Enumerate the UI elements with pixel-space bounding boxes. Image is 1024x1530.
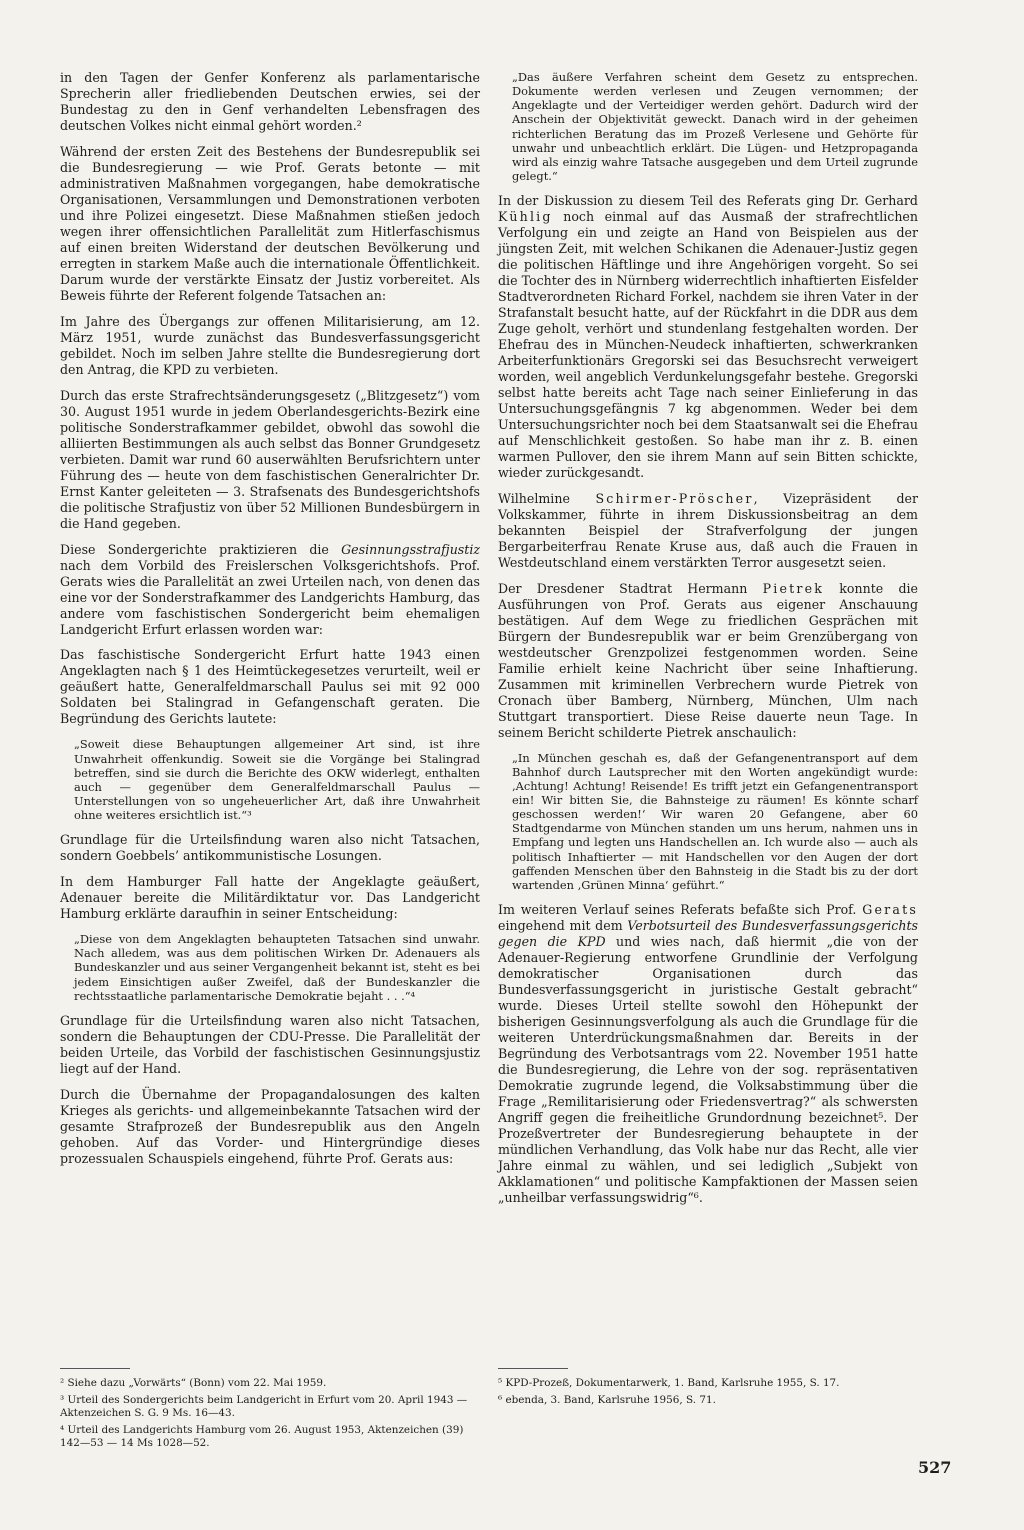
footnote: ⁴ Urteil des Landgerichts Hamburg vom 26. August 1953, Aktenzeichen (39) 142—53 — 14 Ms 1028—52. (60, 1423, 464, 1450)
block-quote: „Diese von dem Angeklagten behaupteten Tatsachen sind unwahr. Nach alledem, was aus dem politischen Wirken Dr. Adenauers als Bundeskanzler und aus seiner Vergangenheit bekannt ist, steht es bei jedem Einsichtigen außer Zweifel, daß der Bundeskanzler die rechtsstaatliche parlamentarische Demokratie bejaht . . .“⁴ (74, 932, 480, 1003)
page-number: 527 (918, 1458, 952, 1477)
paragraph: Im weiteren Verlauf seines Referats befaßte sich Prof. Gerats eingehend mit dem Verbotsurteil des Bundesverfassungsgerichts gegen die KPD und wies nach, daß hiermit „die von der Adenauer-Regierung entworfene Grundlinie der Verfolgung demokratischer Organisationen durch das Bundesverfassungsgericht in juristische Gestalt gebracht“ wurde. Dieses Urteil stellte sowohl den Höhepunkt der bisherigen Gesinnungsverfolgung als auch die Grundlage für die weiteren Unterdrückungsmaßnahmen dar. Bereits in der Begründung des Verbotsantrags vom 22. November 1951 hatte die Bundesregierung, die Lehre von der sog. repräsentativen Demokratie zugrunde legend, die Volksabstimmung über die Frage „Remilitarisierung oder Friedensvertrag?“ als schwersten Angriff gegen die freiheitliche Grundordnung bezeichnet⁵. Der Prozeßvertreter der Bundesregierung behauptete in der mündlichen Verhandlung, das Volk habe nur das Recht, alle vier Jahre einmal zu wählen, und sei lediglich „Subjekt von Akklamationen“ und politische Kampfaktionen der Massen seien „unheilbar verfassungswidrig“⁶. (498, 902, 918, 1205)
left-column (60, 70, 480, 1177)
paragraph: In dem Hamburger Fall hatte der Angeklagte geäußert, Adenauer bereite die Militärdiktatur vor. Das Landgericht Hamburg erklärte daraufhin in seiner Entscheidung: (60, 874, 480, 922)
paragraph: in den Tagen der Genfer Konferenz als parlamentarische Sprecherin aller friedliebenden Deutschen erwies, sei der Bundestag zu den in Genf verhandelten Lebensfragen des deutschen Volkes nicht einmal gehört worden.² (60, 70, 480, 133)
spaced-name: Pietrek (762, 580, 825, 596)
paragraph: Der Dresdener Stadtrat Hermann Pietrek konnte die Ausführungen von Prof. Gerats aus eigener Anschauung bestätigen. Auf dem Wege zu friedlichen Gesprächen mit Bürgern der Bundesrepublik war er beim Grenzübergang von westdeutscher Grenzpolizei festgenommen worden. Seine Familie erhielt keine Nachricht über seine Inhaftierung. Zusammen mit kriminellen Verbrechern wurde Pietrek von Cronach über Bamberg, Nürnberg, München, Ulm nach Stuttgart transportiert. Diese Reise dauerte neun Tage. In seinem Bericht schilderte Pietrek anschaulich: (498, 580, 918, 740)
spaced-name: Kühlig (498, 209, 553, 225)
spaced-name: Gerats (862, 902, 918, 918)
paragraph: Grundlage für die Urteilsfindung waren also nicht Tatsachen, sondern die Behauptungen der CDU-Presse. Die Parallelität der beiden Urteile, das Vorbild der faschistischen Gesinnungsjustiz liegt auf der Hand. (60, 1012, 480, 1076)
paragraph: In der Diskussion zu diesem Teil des Referats ging Dr. Gerhard Kühlig noch einmal auf das Ausmaß der strafrechtlichen Verfolgung ein und zeigte an Hand von Beispielen aus der jüngsten Zeit, mit welchen Schikanen die Adenauer-Justiz gegen die politischen Häftlinge und ihre Angehörigen vorgeht. So sei die Tochter des in Nürnberg widerrechtlich inhaftierten Eisfelder Stadtverordneten Richard Forkel, nachdem sie ihren Vater in der Strafanstalt besucht hatte, auf der Rückfahrt in die DDR aus dem Zuge geholt, verhört und stundenlang festgehalten worden. Der Ehefrau des in München-Neudeck inhaftierten, schwerkranken Arbeiterfunktionärs Gregorski sei das Besuchsrecht verweigert worden, weil angeblich Verdunkelungsgefahr bestehe. Gregorski selbst hatte bereits acht Tage nach seiner Einlieferung in das Untersuchungsgefängnis 7 kg abgenommen. Weder bei dem Untersuchungsrichter noch bei dem Staatsanwalt sei die Ehefrau auf Menschlichkeit gestoßen. So habe man ihr z. B. einen warmen Pullover, den sie ihrem Mann auf sein Bitten schickte, wieder zurückgesandt. (498, 193, 918, 480)
footnote-rule (60, 1368, 130, 1369)
footnote: ³ Urteil des Sondergerichts beim Landgericht in Erfurt vom 20. April 1943 — Aktenzeichen S. G. 9 Ms. 16—43. (60, 1393, 468, 1420)
right-column (498, 70, 918, 1216)
spaced-name: Schirmer-Pröscher (595, 490, 754, 506)
footnotes-right (498, 1358, 918, 1410)
footnote: ⁵ KPD-Prozeß, Dokumentarwerk, 1. Band, Karlsruhe 1955, S. 17. (498, 1377, 840, 1389)
emphasis: Gesinnungsstrafjustiz (341, 541, 480, 557)
emphasis: Verbotsurteil des Bundesverfassungsgerichts gegen die KPD (498, 918, 918, 949)
paragraph: Diese Sondergerichte praktizieren die Gesinnungsstrafjustiz nach dem Vorbild des Freislerschen Volksgerichtshofs. Prof. Gerats wies die Parallelität an zwei Urteilen nach, von denen das eine vor der Sonderstrafkammer des Landgerichts Hamburg, das andere vom faschistischen Sondergericht beim ehemaligen Landgericht Erfurt erlassen worden war: (60, 541, 480, 637)
block-quote: „Soweit diese Behauptungen allgemeiner Art sind, ist ihre Unwahrheit offenkundig. Soweit sie die Vorgänge bei Stalingrad betreffen, sind sie durch die Berichte des OKW widerlegt, enthalten auch — gegenüber dem Generalfeldmarschall Paulus — Unterstellungen von so ungeheuerlicher Art, daß ihre Unwahrheit ohne weiteres ersichtlich ist.“³ (74, 737, 480, 823)
footnote: ² Siehe dazu „Vorwärts“ (Bonn) vom 22. Mai 1959. (60, 1377, 327, 1389)
paragraph: Während der ersten Zeit des Bestehens der Bundesrepublik sei die Bundesregierung — wie Prof. Gerats betonte — mit administrativen Maßnahmen vorgegangen, habe demokratische Organisationen, Versammlungen und Demonstrationen verboten und ihre Polizei eingesetzt. Diese Maßnahmen stießen jedoch wegen ihrer offensichtlichen Parallelität zum Hitlerfaschismus auf einen breiten Widerstand der deutschen Bevölkerung und erregten in starkem Maße auch die internationale Öffentlichkeit. Darum wurde der verstärkte Einsatz der Justiz vorbereitet. Als Beweis führte der Referent folgende Tatsachen an: (60, 143, 480, 303)
paragraph: Durch die Übernahme der Propagandalosungen des kalten Krieges als gerichts- und allgemeinbekannte Tatsachen wird der gesamte Strafprozeß der Bundesrepublik aus den Angeln gehoben. Auf das Vorder- und Hintergründige dieses prozessualen Schauspiels eingehend, führte Prof. Gerats aus: (60, 1086, 480, 1166)
paragraph: Wilhelmine Schirmer-Pröscher, Vizepräsident der Volkskammer, führte in ihrem Diskussionsbeitrag an dem bekannten Beispiel der Strafverfolgung der jungen Bergarbeiterfrau Renate Kruse aus, daß auch die Frauen in Westdeutschland einem verstärkten Terror ausgesetzt seien. (498, 490, 918, 570)
footnote-rule (498, 1368, 568, 1369)
paragraph: Durch das erste Strafrechtsänderungsgesetz („Blitzgesetz“) vom 30. August 1951 wurde in jedem Oberlandesgerichts-Bezirk eine politische Sonderstrafkammer gebildet, obwohl das sowohl die alliierten Bestimmungen als auch selbst das Bonner Grundgesetz verbieten. Damit war rund 60 auserwählten Berufsrichtern unter Führung des — heute von dem faschistischen Generalrichter Dr. Ernst Kanter geleiteten — 3. Strafsenats des Bundesgerichtshofs die politische Strafjustiz von über 52 Millionen Bundesbürgern in die Hand gegeben. (60, 387, 480, 531)
paragraph: Grundlage für die Urteilsfindung waren also nicht Tatsachen, sondern Goebbels’ antikommunistische Losungen. (60, 832, 480, 864)
footnotes-left (60, 1358, 480, 1454)
footnote: ⁶ ebenda, 3. Band, Karlsruhe 1956, S. 71. (498, 1393, 716, 1406)
paragraph: Das faschistische Sondergericht Erfurt hatte 1943 einen Angeklagten nach § 1 des Heimtückegesetzes verurteilt, weil er geäußert hatte, Generalfeldmarschall Paulus sei mit 92 000 Soldaten bei Stalingrad in Gefangenschaft geraten. Die Begründung des Gerichts lautete: (60, 647, 480, 727)
paragraph: Im Jahre des Übergangs zur offenen Militarisierung, am 12. März 1951, wurde zunächst das Bundesverfassungsgericht gebildet. Noch im selben Jahre stellte die Bundesregierung dort den Antrag, die KPD zu verbieten. (60, 313, 480, 377)
block-quote: „In München geschah es, daß der Gefangenentransport auf dem Bahnhof durch Lautsprecher mit den Worten angekündigt wurde: ‚Achtung! Achtung! Reisende! Es trifft jetzt ein Gefangenentransport ein! Wir bitten Sie, die Bahnsteige zu räumen! Es könnte scharf geschossen werden!‘ Wir waren 20 Gefangene, aber 60 Stadtgendarme von München standen um uns herum, nahmen uns in Empfang und legten uns Handschellen an. Ich wurde also — auch als politisch Inhaftierter — mit Handschellen vor den Augen der dort gaffenden Menschen über den Bahnsteig in die Stadt bis zu der dort wartenden ‚Grünen Minna‘ geführt.“ (512, 750, 918, 892)
block-quote: „Das äußere Verfahren scheint dem Gesetz zu entsprechen. Dokumente werden verlesen und Zeugen vernommen; der Angeklagte und der Verteidiger werden gehört. Dadurch wird der Anschein der Objektivität geweckt. Danach wird in der geheimen richterlichen Beratung das im Prozeß Verlesene und Gehörte für unwahr und unbeachtlich erklärt. Die Lügen- und Hetzpropaganda wird als einzig wahre Tatsache ausgegeben und dem Urteil zugrunde gelegt.“ (512, 70, 918, 183)
